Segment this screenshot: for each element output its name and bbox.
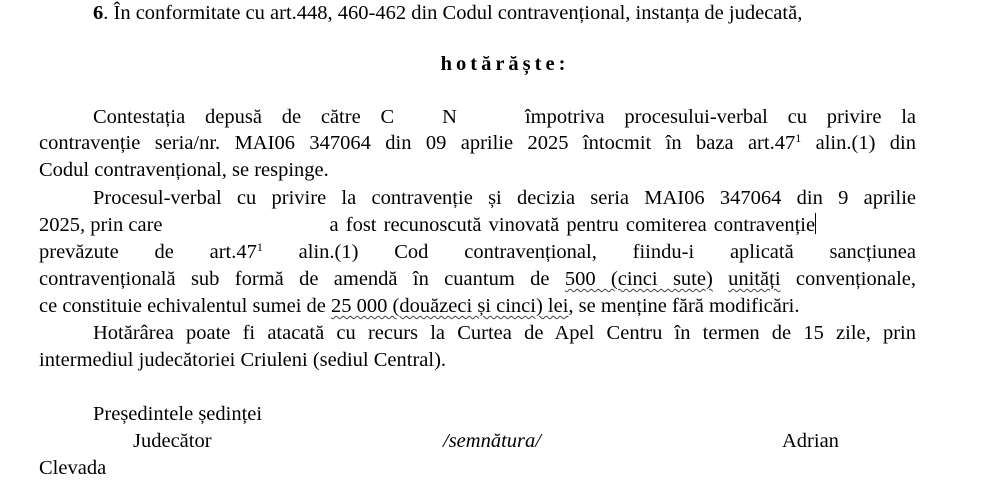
text-run: contravențională sub formă de amendă în cuantum de [39,268,565,290]
superscript: 1 [795,131,802,145]
paragraph-2-line-2 [39,213,919,237]
text-run: , se menține fără modificări. [568,295,800,317]
spellcheck-underlined-text: 500 (cinci sute) [564,268,713,290]
text-run [713,268,728,290]
text-run: alin.(1) din [801,132,916,154]
text-run: N [442,106,457,128]
paragraph-2-line-1: Procesul-verbal cu privire la contravenție și decizia seria MAI06 347064 din 9 aprilie [93,187,916,209]
spellcheck-underlined-text: 25 000 (douăzeci și cinci) lei [331,295,569,317]
text-run: Contestația depusă de către C [93,106,395,128]
superscript: 1 [256,240,263,254]
item-number: 6 [93,2,104,24]
text-run: prevăzute de art.47 [39,241,257,263]
item-6-line [93,1,802,25]
judge-last-name: Clevada [39,457,107,479]
text-run: convenționale, [780,268,917,290]
paragraph-2-line-5 [39,294,800,318]
paragraph-1-line-1 [93,105,916,129]
text-run: contravenție seria/nr. MAI06 347064 din 09 aprilie 2025 întocmit în baza art.47 [39,132,796,154]
paragraph-2-line-4 [39,267,916,291]
decision-heading: hotărăște: [440,53,570,75]
text-cursor [815,213,816,234]
text-run: 2025, prin care [39,214,163,236]
text-run: alin.(1) Cod contravențional, fiindu-i aplicată sancțiunea [262,241,916,263]
paragraph-1-line-3: Codul contravențional, se respinge. [39,159,329,181]
signature-title: Președintele ședinței [93,403,263,425]
judge-first-name: Adrian [782,430,839,452]
spellcheck-underlined-text: unități [728,268,781,290]
text-run: ce constituie echivalentul sumei de [39,295,332,317]
paragraph-3-line-2: intermediul judecătoriei Criuleni (sediul Central). [39,349,447,371]
paragraph-3-line-1: Hotărârea poate fi atacată cu recurs la Curtea de Apel Centru în termen de 15 zile, prin [93,322,916,344]
text-run: împotriva procesului-verbal cu privire la [524,106,916,128]
signature-role: Judecător [133,430,212,452]
text-run: a fost recunoscută vinovată pentru comiterea contravenție [329,214,816,236]
item-6-text: . În conformitate cu art.448, 460-462 din Codul contravențional, instanța de judecată, [103,2,803,24]
signature-mark: /semnătura/ [443,430,541,452]
paragraph-2-line-3 [39,240,916,264]
paragraph-1-line-2 [39,131,916,155]
